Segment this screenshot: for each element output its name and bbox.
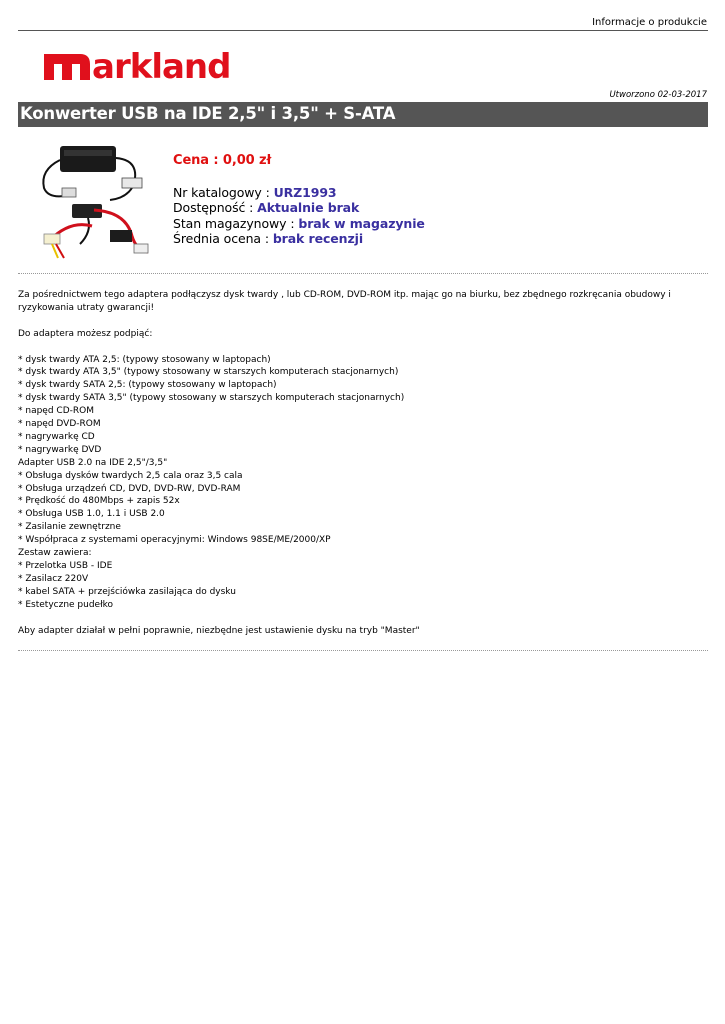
description-line: * Prędkość do 480Mbps + zapis 52x xyxy=(18,496,180,507)
description-line: * Obsługa dysków twardych 2,5 cala oraz 3,5 cala xyxy=(18,470,243,481)
availability-label: Dostępność : xyxy=(173,200,258,215)
description-line: * nagrywarkę CD xyxy=(18,431,95,442)
availability-value: Aktualnie brak xyxy=(257,200,360,215)
product-price: Cena : 0,00 zł xyxy=(173,153,272,168)
description-line: * napęd DVD-ROM xyxy=(18,419,101,430)
rating-label: Średnia ocena : xyxy=(173,231,273,246)
description-intro: Za pośrednictwem tego adaptera podłączysz dysk twardy , lub CD-ROM, DVD-ROM itp. mając go na biurku, bez zbędnego rozkręcania obudowy i ryzykowania utraty gwarancji! xyxy=(18,290,674,313)
description-line: * Obsługa USB 1.0, 1.1 i USB 2.0 xyxy=(18,509,165,520)
markland-logo xyxy=(40,40,240,86)
catalog-number-label: Nr katalogowy : xyxy=(173,184,274,200)
description-line: * nagrywarkę DVD xyxy=(18,444,102,455)
section-divider-bottom xyxy=(18,650,708,651)
description-line: * Przelotka USB - IDE xyxy=(18,561,113,571)
catalog-number-value: URZ1993 xyxy=(273,184,337,200)
header-divider xyxy=(18,30,708,31)
description-line: * Współpraca z systemami operacyjnymi: Windows 98SE/ME/2000/XP xyxy=(18,535,331,546)
product-description xyxy=(18,289,698,637)
description-connect-heading: Do adaptera możesz podpiąć: xyxy=(18,328,153,339)
svg-text:arkland: arkland xyxy=(92,47,231,86)
product-title: Konwerter USB na IDE 2,5" i 3,5" + S-ATA xyxy=(18,102,708,127)
description-line: Adapter USB 2.0 na IDE 2,5"/3,5" xyxy=(18,457,168,468)
header-label: Informacje o produkcie xyxy=(592,17,707,28)
description-line: Zestaw zawiera: xyxy=(18,548,92,559)
description-line: * Estetyczne pudełko xyxy=(18,599,114,610)
description-line: * kabel SATA + przejściówka zasilająca do dysku xyxy=(18,586,236,597)
created-date: Utworzono 02-03-2017 xyxy=(609,90,707,100)
stock-value: brak w magazynie xyxy=(298,215,425,231)
description-line: * napęd CD-ROM xyxy=(18,406,94,417)
stock-row xyxy=(173,216,425,232)
description-line: * Obsługa urządzeń CD, DVD, DVD-RW, DVD-RAM xyxy=(18,483,241,494)
rating-row xyxy=(173,231,425,247)
description-line: * dysk twardy SATA 2,5: (typowy stosowany w laptopach) xyxy=(18,380,277,391)
description-footer: Aby adapter działał w pełni poprawnie, niezbędne jest ustawienie dysku na tryb "Master" xyxy=(18,625,420,636)
description-line: * Zasilacz 220V xyxy=(18,573,89,584)
availability-row xyxy=(173,200,425,216)
section-divider-top xyxy=(18,273,708,274)
product-image xyxy=(30,140,160,265)
description-line: * dysk twardy SATA 3,5" (typowy stosowany w starszych komputerach stacjonarnych) xyxy=(18,393,405,404)
rating-value: brak recenzji xyxy=(272,231,363,246)
catalog-number-row xyxy=(173,185,425,201)
description-line: * dysk twardy ATA 3,5" (typowy stosowany w starszych komputerach stacjonarnych) xyxy=(18,367,399,378)
description-line: * Zasilanie zewnętrzne xyxy=(18,522,121,533)
description-line: * dysk twardy ATA 2,5: (typowy stosowany w laptopach) xyxy=(18,354,271,365)
stock-label: Stan magazynowy : xyxy=(173,215,299,231)
product-info xyxy=(173,153,425,247)
